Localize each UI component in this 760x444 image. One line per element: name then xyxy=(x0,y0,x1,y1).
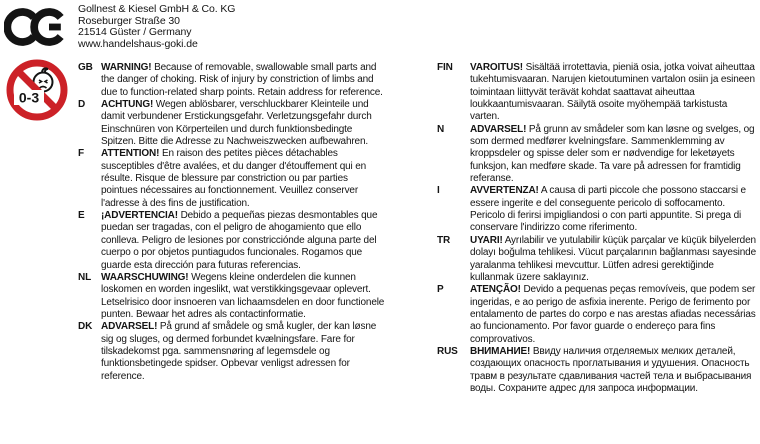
language-code: NL xyxy=(78,271,92,283)
language-code: TR xyxy=(437,234,451,246)
warning-text xyxy=(470,346,759,395)
warning-text xyxy=(470,235,759,284)
age-range-label: 0-3 xyxy=(18,89,40,106)
warning-keyword: ВНИМАНИЕ! xyxy=(470,345,531,357)
warning-body: Wegens kleine onderdelen die kunnen loskomen en worden ingeslikt, wat verstikkingsgevaar oplevert. Letselrisico door insnoeren van lichaamsdelen en door functionele punten. Bewaar het adres als contactinformatie. xyxy=(101,271,385,320)
warnings-column-left xyxy=(78,62,386,383)
warning-keyword: ADVARSEL! xyxy=(101,321,158,333)
warning-body: Debido a pequeñas piezas desmontables que puedan ser tragadas, con el peligro de ahogamiento que ello conlleva. Peligro de lesiones por constricciónde alguna parte del cuerpo o por objetos puntiagudos funcionales. Rogamos que guarde esta dirección para futuras referencias. xyxy=(101,210,378,271)
warning-keyword: ADVARSEL! xyxy=(470,123,527,135)
warning-keyword: ATTENTION! xyxy=(101,148,160,160)
warning-entry-rus xyxy=(437,346,759,395)
warning-body: En raison des petites pièces détachables susceptibles d'être avalées, et du danger d'étouffement qui en résulte. Risque de blessure par constriction ou par parties pointues nécessaires au fonctionnement. Veuillez conserver l'adresse à des fins de justification. xyxy=(101,148,367,209)
warning-keyword: AVVERTENZA! xyxy=(470,185,539,197)
company-address xyxy=(78,4,235,50)
warning-text xyxy=(101,99,386,148)
language-code: P xyxy=(437,284,444,296)
language-code: I xyxy=(437,185,440,197)
warning-text xyxy=(101,210,386,272)
warning-keyword: ¡ADVERTENCIA! xyxy=(101,210,178,222)
company-website: www.handelshaus-goki.de xyxy=(78,37,198,50)
language-code: RUS xyxy=(437,345,458,357)
company-city: 21514 Güster / Germany xyxy=(78,26,192,39)
warning-entry-i xyxy=(437,185,759,234)
warning-keyword: ACHTUNG! xyxy=(101,99,154,111)
warning-body: På grund af smådele og små kugler, der kan løsne sig og sluges, og dermed forbundet kvælningsfare. Fare for tilskadekomst pga. sammensnøring af legemsdele og funktionsbetingede spidser. Opbevar venligst adressen for reference. xyxy=(101,321,377,382)
warning-body: A causa di parti piccole che possono staccarsi e essere ingerite e del conseguente pericolo di soffocamento. Pericolo di ferirsi impigliandosi o con parti appuntite. Si prega di conservare l'indirizzo come riferimento. xyxy=(470,185,746,234)
warning-entry-gb xyxy=(78,62,386,99)
warning-entry-d xyxy=(78,99,386,148)
language-code: GB xyxy=(78,62,93,73)
warning-body: Devido a pequenas peças removíveis, que podem ser ingeridas, e ao perigo de asfixia inerente. Perigo de ferimento por entalamento de partes do corpo e nas arestas afiadas necessárias ao funcionamento. Por favor guarde o endereço para fins comprovativos. xyxy=(470,284,756,345)
warning-keyword: WARNING! xyxy=(101,62,152,73)
warning-entry-nl xyxy=(78,272,386,321)
warning-keyword: UYARI! xyxy=(470,234,503,246)
warning-text xyxy=(470,185,759,234)
warning-text xyxy=(470,124,759,186)
company-street: Roseburger Straße 30 xyxy=(78,14,180,27)
language-code: E xyxy=(78,210,85,222)
warning-keyword: VAROITUS! xyxy=(470,62,523,73)
warning-entry-f xyxy=(78,148,386,210)
warning-text xyxy=(470,62,759,124)
age-warning-0-3-icon xyxy=(5,58,69,127)
warning-entry-dk xyxy=(78,321,386,383)
warning-text xyxy=(101,62,386,99)
warning-keyword: WAARSCHUWING! xyxy=(101,271,189,283)
warning-text xyxy=(470,284,759,346)
warning-text xyxy=(101,148,386,210)
warning-keyword: ATENÇÃO! xyxy=(470,284,521,296)
warning-body: På grunn av smådeler som kan løsne og svelges, og som dermed medfører kvelningsfare. Sammenklemming av kroppsdeler og spisse deler som er nødvendige for leketøyets funksjon, kan medføre skade. Ta vare på adressen for framtidig referanse. xyxy=(470,123,755,185)
company-name: Gollnest & Kiesel GmbH & Co. KG xyxy=(78,3,236,15)
warning-entry-p xyxy=(437,284,759,346)
language-code: D xyxy=(78,99,86,111)
language-code: FIN xyxy=(437,62,453,73)
language-code: F xyxy=(78,148,84,160)
warning-entry-e xyxy=(78,210,386,272)
warning-entry-n xyxy=(437,124,759,186)
language-code: N xyxy=(437,123,445,135)
warning-text xyxy=(101,272,386,321)
warning-body: Wegen ablösbarer, verschluckbarer Kleinteile und damit verbundener Erstickungsgefahr. Verletzungsgefahr durch Einschnüren von Körperteilen und durch funktionsbedingte Spitzen. Bitte die Adresse zu Nachweiszwecken aufbewahren. xyxy=(101,99,372,148)
warning-text xyxy=(101,321,386,383)
warning-entry-tr xyxy=(437,235,759,284)
warning-body: Ввиду наличия отделяемых мелких деталей, создающих опасность проглатывания и удушения. Опасность травм в результате сдавливания частей тела и выбрасывания воды. Сохраните адрес для запроса информации. xyxy=(470,345,752,394)
warning-entry-fin xyxy=(437,62,759,124)
language-code: DK xyxy=(78,321,93,333)
warning-body: Sisältää irrotettavia, pieniä osia, jotka voivat aiheuttaa tukehtumisvaaran. Narujen kietoutuminen vartalon osiin ja esineen toimintaan liittyvät terävät kohdat saattavat aiheuttaa loukkaantumisvaaran. Säilytä osoite myöhempää tarkistusta varten. xyxy=(470,62,755,123)
warning-body: Because of removable, swallowable small parts and the danger of choking. Risk of injury by constriction of limbs and due to function-related sharp points. Retain address for reference. xyxy=(101,62,383,98)
ce-mark-icon xyxy=(4,6,64,53)
warnings-column-right xyxy=(437,62,759,395)
warning-body: Ayrılabilir ve yutulabilir küçük parçalar ve küçük bilyelerden dolayı boğulma tehlikesi. Vücut parçalarının bağlanması sayesinde yaralanma tehlikesi mevcuttur. Lütfen adresi gerektiğinde kullanmak üzere saklayınız. xyxy=(470,234,756,283)
